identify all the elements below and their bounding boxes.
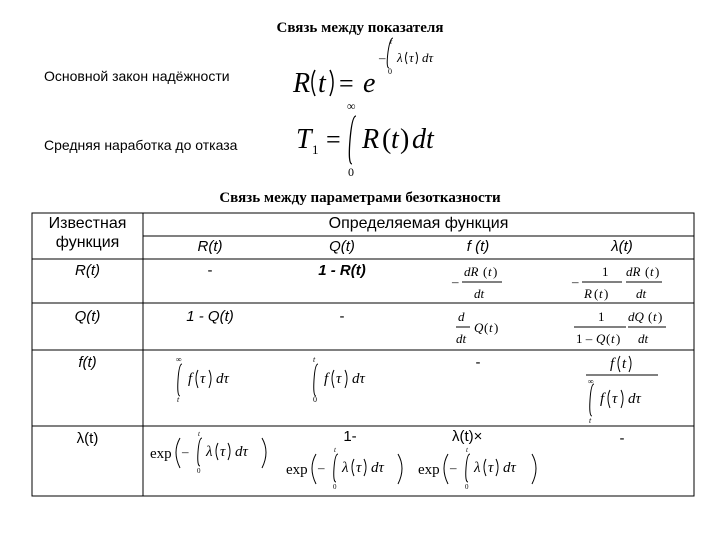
- cell-R-f-formula: [450, 260, 520, 302]
- table-title: Связь между параметрами безотказности: [219, 190, 501, 206]
- cell-f-lambda-formula: [580, 350, 680, 426]
- svg-text:): ): [604, 286, 609, 301]
- svg-text:t: t: [650, 264, 654, 279]
- svg-text:exp: exp: [418, 462, 440, 478]
- svg-text:R: R: [293, 68, 311, 99]
- svg-text:τ: τ: [336, 371, 342, 387]
- svg-text:dt: dt: [638, 331, 649, 346]
- svg-text:λ: λ: [397, 50, 403, 65]
- svg-text:t: t: [334, 446, 336, 454]
- svg-text:t: t: [198, 430, 200, 438]
- cell-Q-lambda-formula: [568, 305, 692, 349]
- cell-f-Q-formula: [308, 352, 408, 404]
- svg-text:dt: dt: [474, 286, 485, 301]
- svg-text:dt: dt: [636, 286, 647, 301]
- svg-text:t: t: [391, 124, 399, 155]
- svg-text:t: t: [622, 356, 627, 372]
- svg-text:t: t: [177, 395, 180, 404]
- cell-R-lambda-formula: [570, 260, 692, 302]
- svg-text:dt: dt: [456, 331, 467, 346]
- svg-text:λ: λ: [474, 460, 481, 476]
- col-header-lambda: λ(t): [611, 238, 633, 255]
- svg-text:(: (: [483, 264, 488, 279]
- law-label-reliability: Основной закон надёжности: [44, 68, 230, 84]
- svg-text:τ: τ: [356, 460, 362, 476]
- svg-text:t: t: [653, 309, 657, 324]
- svg-text:t: t: [318, 68, 326, 99]
- svg-text:0: 0: [333, 483, 337, 491]
- svg-text:): ): [658, 309, 663, 324]
- svg-text:–: –: [450, 460, 457, 475]
- svg-text:(: (: [382, 124, 392, 155]
- svg-text:–: –: [452, 274, 459, 289]
- svg-text:f: f: [600, 391, 605, 407]
- svg-text:t: t: [611, 331, 615, 346]
- svg-text:(: (: [648, 309, 653, 324]
- svg-text:dR: dR: [464, 264, 479, 279]
- cell-lambda-f-prefix: λ(t)×: [452, 428, 483, 445]
- svg-text:t: t: [589, 416, 592, 425]
- svg-text:exp: exp: [150, 446, 172, 462]
- svg-text:–: –: [182, 444, 189, 459]
- svg-text:–: –: [318, 460, 325, 475]
- svg-text:t: t: [599, 286, 603, 301]
- svg-text:1: 1: [312, 142, 319, 157]
- svg-text:d: d: [458, 309, 465, 324]
- svg-text:∞: ∞: [588, 377, 594, 386]
- row-label-R: R(t): [75, 262, 100, 279]
- corner-header: [32, 214, 143, 252]
- svg-text:f: f: [324, 371, 329, 387]
- svg-text:dτ: dτ: [235, 444, 248, 460]
- col-header-R: R(t): [197, 238, 223, 255]
- svg-text:(: (: [594, 286, 599, 301]
- cell-lambda-R-formula: [146, 428, 276, 476]
- svg-text:=: =: [326, 125, 341, 154]
- cell-lambda-lambda: -: [619, 430, 625, 447]
- svg-text:dτ: dτ: [352, 371, 365, 387]
- svg-text:τ: τ: [612, 391, 618, 407]
- svg-text:f: f: [188, 371, 193, 387]
- svg-text:dτ: dτ: [422, 50, 434, 65]
- group-header: Определяемая функция: [328, 215, 509, 232]
- svg-text:0: 0: [313, 395, 317, 404]
- svg-text:t: t: [489, 320, 493, 335]
- svg-text:R: R: [362, 124, 380, 155]
- row-label-lambda: λ(t): [76, 430, 99, 447]
- cell-R-R: -: [207, 262, 213, 279]
- svg-text:T: T: [296, 124, 312, 155]
- svg-text:): ): [493, 264, 498, 279]
- svg-text:∞: ∞: [347, 100, 356, 113]
- svg-text:0: 0: [388, 67, 392, 76]
- svg-text:τ: τ: [200, 371, 206, 387]
- svg-text:–: –: [572, 274, 579, 289]
- svg-text:): ): [400, 124, 410, 155]
- svg-text:λ: λ: [342, 460, 349, 476]
- svg-text:τ: τ: [488, 460, 494, 476]
- svg-text:Q: Q: [474, 320, 484, 335]
- svg-text:f: f: [610, 356, 615, 372]
- svg-text:dτ: dτ: [216, 371, 229, 387]
- law-label-mttf: Средняя наработка до отказа: [44, 137, 238, 153]
- svg-text:0: 0: [465, 483, 469, 491]
- svg-text:1: 1: [598, 309, 605, 324]
- svg-text:e: e: [363, 68, 376, 99]
- svg-text:t: t: [313, 355, 316, 364]
- svg-text:R: R: [584, 286, 592, 301]
- corner-line-1: Известная: [48, 215, 127, 232]
- col-header-Q: Q(t): [329, 238, 355, 255]
- svg-text:1 –: 1 –: [576, 331, 593, 346]
- page-title: Связь между показателя: [276, 20, 444, 36]
- corner-line-2: функция: [55, 234, 120, 251]
- cell-Q-Q: -: [339, 308, 345, 325]
- svg-text:t: t: [390, 37, 393, 46]
- svg-text:–: –: [379, 50, 386, 65]
- cell-f-R-formula: [172, 352, 272, 404]
- svg-text:dτ: dτ: [371, 460, 384, 476]
- svg-text:): ): [655, 264, 660, 279]
- cell-lambda-f-formula: [414, 446, 548, 494]
- svg-text:Q: Q: [596, 331, 606, 346]
- svg-text:): ): [494, 320, 499, 335]
- row-label-f: f(t): [78, 354, 97, 371]
- svg-text:λ: λ: [206, 444, 213, 460]
- row-label-Q: Q(t): [74, 308, 101, 325]
- svg-text:dτ: dτ: [503, 460, 516, 476]
- cell-R-Q: 1 - R(t): [318, 262, 366, 279]
- svg-text:0: 0: [197, 467, 201, 475]
- svg-text:(: (: [484, 320, 489, 335]
- cell-lambda-Q-prefix: 1-: [343, 428, 357, 445]
- svg-text:dt: dt: [412, 124, 434, 155]
- svg-text:=: =: [339, 69, 354, 98]
- svg-text:t: t: [488, 264, 492, 279]
- svg-text:∞: ∞: [176, 355, 182, 364]
- svg-text:t: t: [466, 446, 468, 454]
- cell-Q-R: 1 - Q(t): [186, 308, 234, 325]
- svg-text:1: 1: [602, 264, 609, 279]
- svg-text:(: (: [606, 331, 611, 346]
- svg-text:dR: dR: [626, 264, 641, 279]
- svg-text:): ): [616, 331, 621, 346]
- svg-text:τ: τ: [409, 50, 414, 65]
- svg-text:exp: exp: [286, 462, 308, 478]
- col-header-f: f (t): [466, 238, 490, 255]
- cell-f-f: -: [475, 354, 481, 371]
- svg-text:τ: τ: [220, 444, 226, 460]
- svg-text:(: (: [645, 264, 650, 279]
- cell-lambda-Q-formula: [282, 446, 412, 494]
- svg-text:0: 0: [348, 165, 354, 179]
- svg-text:dQ: dQ: [628, 309, 644, 324]
- cell-Q-f-formula: [452, 305, 522, 349]
- svg-text:dτ: dτ: [628, 391, 641, 407]
